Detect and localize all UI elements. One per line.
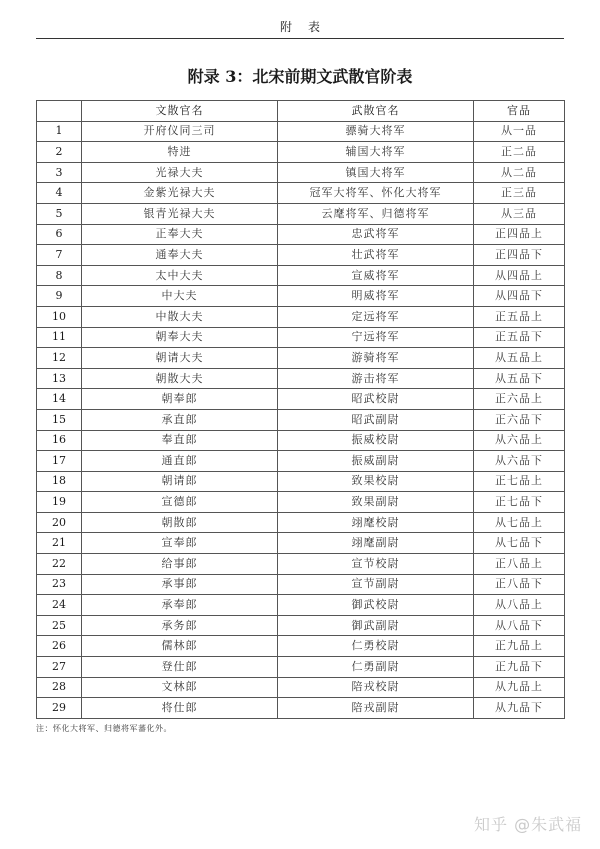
military-title-cell: 宣威将军 [278,265,474,286]
table-row [37,677,565,698]
military-title-cell: 冠军大将军、怀化大将军 [278,183,474,204]
civil-title-cell: 将仕郎 [82,698,278,719]
rank-table [36,100,565,719]
table-row [37,533,565,554]
civil-title-cell: 文林郎 [82,677,278,698]
rank-cell: 正四品上 [474,224,565,245]
rank-cell: 正五品上 [474,306,565,327]
military-title-cell: 忠武将军 [278,224,474,245]
military-title-cell: 定远将军 [278,306,474,327]
table-row [37,348,565,369]
rank-cell: 正六品下 [474,409,565,430]
table-row [37,512,565,533]
running-header: 附表 [279,20,336,34]
military-title-cell: 振威副尉 [278,451,474,472]
rank-cell: 正七品下 [474,492,565,513]
table-row [37,245,565,266]
table-row [37,574,565,595]
row-number: 26 [37,636,82,657]
military-title-cell: 昭武校尉 [278,389,474,410]
civil-title-cell: 承事郎 [82,574,278,595]
row-number: 23 [37,574,82,595]
rank-cell: 正七品上 [474,471,565,492]
military-title-cell: 游骑将军 [278,348,474,369]
civil-title-cell: 奉直郎 [82,430,278,451]
civil-title-cell: 承务郎 [82,615,278,636]
rank-cell: 从三品 [474,203,565,224]
table-row [37,471,565,492]
row-number: 21 [37,533,82,554]
civil-title-cell: 宣奉郎 [82,533,278,554]
civil-title-cell: 给事郎 [82,554,278,575]
table-row [37,595,565,616]
table-row [37,430,565,451]
table-body [37,121,565,718]
table-row [37,451,565,472]
table-row [37,286,565,307]
table-row [37,554,565,575]
civil-title-cell: 朝请大夫 [82,348,278,369]
rank-cell: 从五品上 [474,348,565,369]
row-number: 17 [37,451,82,472]
rank-cell: 从六品下 [474,451,565,472]
civil-title-cell: 通直郎 [82,451,278,472]
table-row [37,492,565,513]
row-number: 1 [37,121,82,142]
civil-title-cell: 银青光禄大夫 [82,203,278,224]
footnote: 注：怀化大将军、归德将军蕃化外。 [36,724,172,733]
row-number: 12 [37,348,82,369]
rank-cell: 正三品 [474,183,565,204]
military-title-cell: 振威校尉 [278,430,474,451]
rank-cell: 从七品上 [474,512,565,533]
rank-cell: 正八品上 [474,554,565,575]
military-title-cell: 仁勇副尉 [278,657,474,678]
table-row [37,636,565,657]
military-title-cell: 镇国大将军 [278,162,474,183]
military-title-cell: 宁远将军 [278,327,474,348]
row-number: 11 [37,327,82,348]
military-title-cell: 辅国大将军 [278,142,474,163]
row-number: 27 [37,657,82,678]
rank-cell: 从四品上 [474,265,565,286]
civil-title-cell: 光禄大夫 [82,162,278,183]
row-number: 19 [37,492,82,513]
header-number [37,101,82,122]
military-title-cell: 御武副尉 [278,615,474,636]
military-title-cell: 翊麾校尉 [278,512,474,533]
military-title-cell: 骠骑大将军 [278,121,474,142]
rank-cell: 从八品上 [474,595,565,616]
rank-cell: 从九品上 [474,677,565,698]
military-title-cell: 宣节校尉 [278,554,474,575]
rank-cell: 正九品上 [474,636,565,657]
row-number: 25 [37,615,82,636]
rank-cell: 从八品下 [474,615,565,636]
table-row [37,121,565,142]
table-row [37,698,565,719]
civil-title-cell: 朝散大夫 [82,368,278,389]
civil-title-cell: 开府仪同三司 [82,121,278,142]
civil-title-cell: 正奉大夫 [82,224,278,245]
table-row [37,142,565,163]
row-number: 18 [37,471,82,492]
rank-cell: 从七品下 [474,533,565,554]
row-number: 22 [37,554,82,575]
header-civil-title: 文散官名 [82,101,278,122]
header-military-title: 武散官名 [278,101,474,122]
row-number: 14 [37,389,82,410]
header-rule [36,38,564,39]
row-number: 15 [37,409,82,430]
rank-cell: 从二品 [474,162,565,183]
table-row [37,224,565,245]
military-title-cell: 明威将军 [278,286,474,307]
civil-title-cell: 朝奉大夫 [82,327,278,348]
table-row [37,265,565,286]
civil-title-cell: 朝请郎 [82,471,278,492]
rank-cell: 正六品上 [474,389,565,410]
civil-title-cell: 中大夫 [82,286,278,307]
rank-cell: 正九品下 [474,657,565,678]
row-number: 5 [37,203,82,224]
military-title-cell: 昭武副尉 [278,409,474,430]
rank-cell: 从五品下 [474,368,565,389]
civil-title-cell: 中散大夫 [82,306,278,327]
row-number: 20 [37,512,82,533]
civil-title-cell: 登仕郎 [82,657,278,678]
civil-title-cell: 金紫光禄大夫 [82,183,278,204]
row-number: 7 [37,245,82,266]
military-title-cell: 翊麾副尉 [278,533,474,554]
row-number: 16 [37,430,82,451]
military-title-cell: 壮武将军 [278,245,474,266]
table-row [37,657,565,678]
civil-title-cell: 朝奉郎 [82,389,278,410]
table-row [37,615,565,636]
table-row [37,389,565,410]
row-number: 29 [37,698,82,719]
civil-title-cell: 朝散郎 [82,512,278,533]
row-number: 8 [37,265,82,286]
row-number: 13 [37,368,82,389]
civil-title-cell: 太中大夫 [82,265,278,286]
civil-title-cell: 儒林郎 [82,636,278,657]
military-title-cell: 陪戎校尉 [278,677,474,698]
table-row [37,203,565,224]
military-title-cell: 致果校尉 [278,471,474,492]
row-number: 24 [37,595,82,616]
row-number: 4 [37,183,82,204]
rank-cell: 正四品下 [474,245,565,266]
rank-cell: 正八品下 [474,574,565,595]
military-title-cell: 致果副尉 [278,492,474,513]
table-row [37,306,565,327]
rank-cell: 从一品 [474,121,565,142]
row-number: 9 [37,286,82,307]
row-number: 28 [37,677,82,698]
watermark: 知乎 @朱武福 [474,815,583,834]
military-title-cell: 宣节副尉 [278,574,474,595]
civil-title-cell: 承直郎 [82,409,278,430]
civil-title-cell: 特进 [82,142,278,163]
rank-cell: 正五品下 [474,327,565,348]
rank-cell: 从四品下 [474,286,565,307]
table-row [37,327,565,348]
table-row [37,368,565,389]
table-title: 附录 3：北宋前期文武散官阶表 [187,67,413,86]
row-number: 2 [37,142,82,163]
row-number: 3 [37,162,82,183]
civil-title-cell: 宣德郎 [82,492,278,513]
rank-cell: 从九品下 [474,698,565,719]
row-number: 10 [37,306,82,327]
rank-cell: 从六品上 [474,430,565,451]
military-title-cell: 游击将军 [278,368,474,389]
civil-title-cell: 承奉郎 [82,595,278,616]
row-number: 6 [37,224,82,245]
military-title-cell: 陪戎副尉 [278,698,474,719]
military-title-cell: 仁勇校尉 [278,636,474,657]
military-title-cell: 御武校尉 [278,595,474,616]
table-row [37,162,565,183]
table-row [37,183,565,204]
table-header-row [37,101,565,122]
rank-cell: 正二品 [474,142,565,163]
table-row [37,409,565,430]
military-title-cell: 云麾将军、归德将军 [278,203,474,224]
civil-title-cell: 通奉大夫 [82,245,278,266]
header-rank: 官品 [474,101,565,122]
